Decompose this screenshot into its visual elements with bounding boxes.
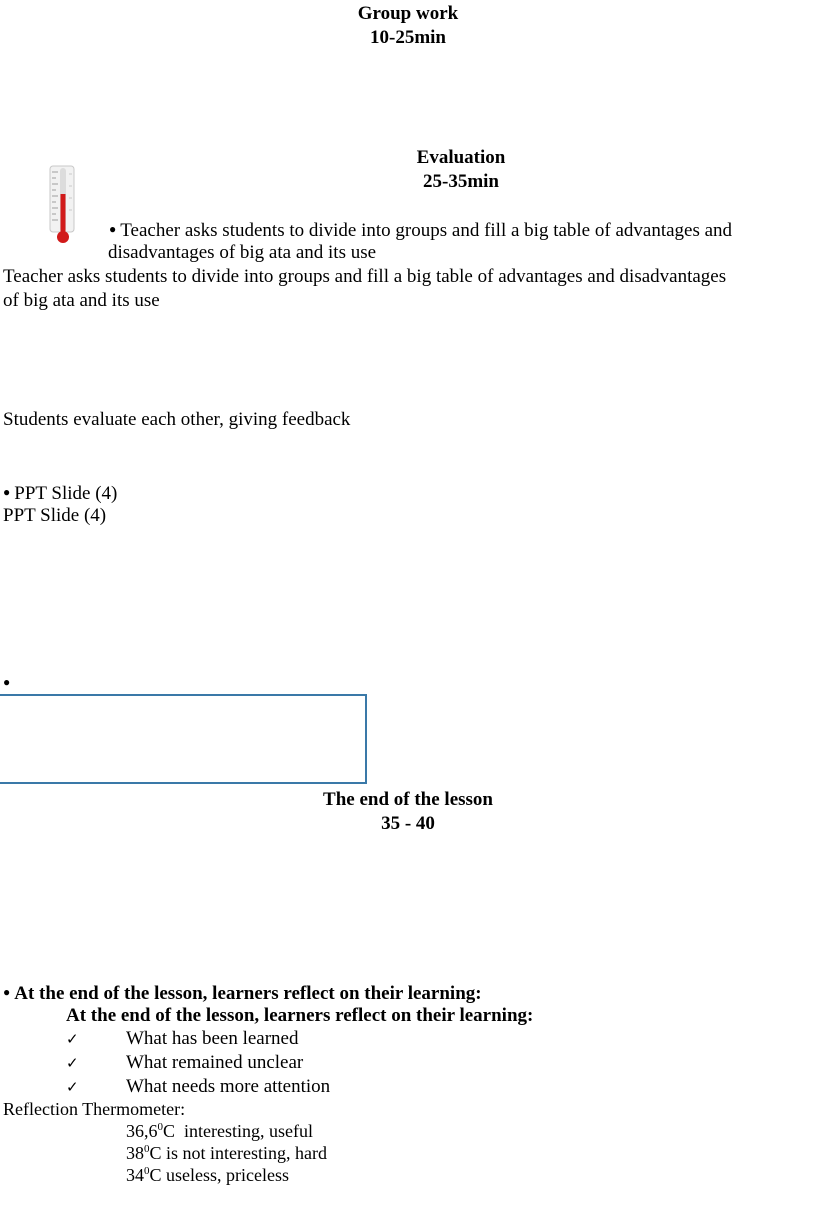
ppt-text: PPT Slide (4)	[3, 505, 107, 526]
thermometer-item: 36,6$^0$C interesting, useful	[126, 1121, 313, 1141]
end-of-lesson-title: The end of the lesson	[323, 789, 493, 810]
blue-frame-box	[0, 694, 367, 784]
evaluation-title: Evaluation	[416, 147, 506, 168]
ppt-bullet: ● PPT Slide (4)	[3, 480, 117, 506]
evaluation-text-line1: Teacher asks students to divide into groups and fill a big table of advantages and disadvantages	[3, 266, 727, 287]
group-work-time: 10-25min	[370, 27, 446, 48]
reflection-bullet: ● At the end of the lesson, learners reflect on their learning:	[3, 980, 482, 1006]
checklist-item: ✓ What needs more attention	[66, 1076, 331, 1097]
reflection-heading: At the end of the lesson, learners reflect on their learning:	[66, 1005, 534, 1026]
feedback-text: Students evaluate each other, giving feedback	[3, 409, 351, 430]
check-mark-icon: ✓	[66, 1078, 79, 1096]
thermometer-icon	[46, 164, 80, 246]
evaluation-text-line2: of big ata and its use	[3, 290, 160, 311]
evaluation-bullet-line1: ● Teacher asks students to divide into groups and fill a big table of advantages and	[109, 217, 732, 243]
check-mark-icon: ✓	[66, 1054, 79, 1072]
empty-bullet	[3, 670, 14, 696]
evaluation-bullet-line2: disadvantages of big ata and its use	[108, 242, 377, 263]
evaluation-time: 25-35min	[423, 171, 499, 192]
group-work-title: Group work	[357, 3, 459, 24]
thermometer-item: $34^0C$ useless, priceless	[126, 1165, 289, 1185]
checklist-item: ✓ What remained unclear	[66, 1052, 304, 1073]
checklist-item: ✓ What has been learned	[66, 1028, 299, 1049]
thermometer-item: $38^0C$ is not interesting, hard	[126, 1143, 327, 1163]
thermometer-label: Reflection Thermometer:	[3, 1099, 186, 1119]
end-of-lesson-time: 35 - 40	[381, 813, 435, 834]
check-mark-icon: ✓	[66, 1030, 79, 1048]
